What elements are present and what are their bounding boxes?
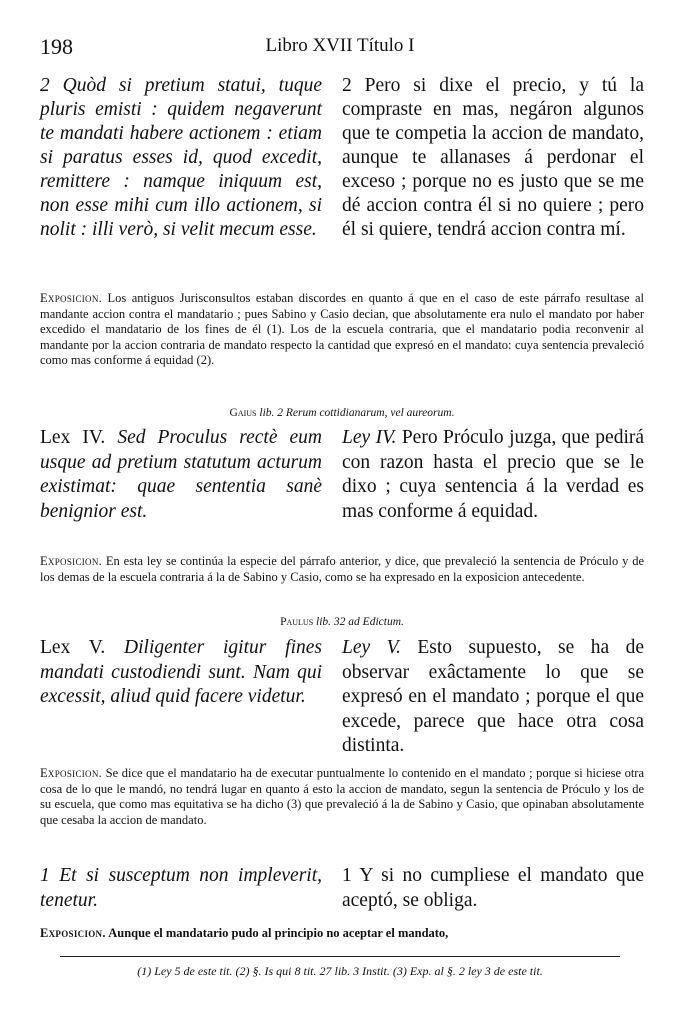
lex-v bbox=[40, 636, 644, 756]
exposicion-1 bbox=[40, 291, 644, 369]
running-title: Libro XVII Título I bbox=[265, 35, 415, 56]
lex-iv-latin-text: Sed Proculus rectè eum usque ad pretium statutum acturum existimat: quae sententia sanè benignior est. bbox=[40, 427, 322, 522]
lex-v-spanish-text: Esto supuesto, se ha de observar exâctamente lo que se expresó en el mandato ; porque el que excede, parece que hace otra cosa distinta. bbox=[342, 637, 644, 756]
section-1-spanish: 1 Y si no cumpliese el mandato que aceptó, se obliga. bbox=[342, 865, 644, 911]
page-header bbox=[40, 34, 640, 64]
attribution-work: lib. 2 Rerum cottidianarum, vel aureorum. bbox=[259, 407, 455, 419]
lex-v-spanish-label: Ley V. bbox=[342, 637, 401, 658]
lex-v-spanish bbox=[342, 636, 644, 759]
footnote-divider bbox=[60, 956, 620, 957]
exposicion-2 bbox=[40, 554, 644, 585]
attribution-author: Gaius bbox=[229, 407, 257, 419]
exposicion-label: Exposicion. bbox=[40, 926, 106, 940]
lex-iv-spanish-text: Pero Próculo juzga, que pedirá con razon hasta el precio que se le dixo ; cuya sentencia á la verdad es mas conforme á equidad. bbox=[342, 427, 645, 522]
page-number: 198 bbox=[40, 34, 73, 59]
exposicion-text: En esta ley se continúa la especie del párrafo anterior, y dice, que prevaleció la sentencia de Próculo y de los demas de la escuela contraria á la de Sabino y Casio, como se ha expresado en la exposicion antecedente. bbox=[40, 554, 645, 584]
section-2-latin: 2 Quòd si pretium statui, tuque pluris emisti : quidem negaverunt te mandati habere actionem : etiam si paratus esses id, quod excedit, remittere : namque iniquum est, non esse mihi cum illo actionem, si nolit : illi verò, si velit mecum esse. bbox=[40, 75, 322, 240]
section-2-spanish: 2 Pero si dixe el precio, y tú la compraste en mas, negáron algunos que te competia la accion de mandato, aunque te allanases á perdonar el exceso ; porque no es justo que se me dé accion contra él si no quiere ; pero él si quiere, tendrá accion contra mí. bbox=[342, 75, 644, 240]
lex-iv-latin bbox=[40, 426, 322, 524]
attribution-author: Paulus bbox=[280, 616, 314, 628]
lex-iv-spanish-label: Ley IV. bbox=[342, 427, 397, 448]
exposicion-text: Aunque el mandatario pudo al principio no aceptar el mandato, bbox=[108, 926, 449, 940]
lex-v-latin bbox=[40, 636, 322, 710]
exposicion-label: Exposicion. bbox=[40, 766, 103, 780]
source-attribution-paulus bbox=[40, 616, 644, 628]
lex-v-latin-text: Diligenter igitur fines mandati custodiendi sunt. Nam qui excessit, aliud quid facere videtur. bbox=[40, 637, 322, 707]
footnotes: (1) Ley 5 de este tit. (2) §. Is qui 8 tit. 27 lib. 3 Instit. (3) Exp. al §. 2 ley 3 de este tit. bbox=[137, 964, 543, 978]
exposicion-label: Exposicion. bbox=[40, 291, 103, 305]
source-attribution-gaius bbox=[40, 407, 644, 419]
section-2 bbox=[40, 74, 644, 274]
lex-iv-latin-label: Lex IV. bbox=[40, 427, 106, 448]
lex-v-latin-label: Lex V. bbox=[40, 637, 106, 658]
section-1 bbox=[40, 864, 644, 916]
exposicion-text: Se dice que el mandatario ha de executar puntualmente lo contenido en el mandato ; porque si hiciese otra cosa de lo que le mandó, no tendrá lugar en quanto á esto la accion de mandato, segun la sentencia de Próculo y los de su escuela, que como mas equitativa se ha dicho (3) que prevaleció á la de Sabino y Casio, que opinaban absolutamente que cesaba la accion de mandato. bbox=[40, 766, 645, 827]
lex-iv bbox=[40, 426, 644, 546]
lex-iv-spanish bbox=[342, 426, 644, 524]
section-1-latin: 1 Et si susceptum non impleverit, tenetur. bbox=[40, 865, 322, 911]
exposicion-label: Exposicion. bbox=[40, 554, 103, 568]
exposicion-text: Los antiguos Jurisconsultos estaban discordes en quanto á que en el caso de este párrafo resultase al mandante accion contra el mandatario ; pues Sabino y Casio decian, que absolutamente era nulo el mandato por haber excedido el mandatario de los fines de él (1). Los de la escuela contraria, que el mandatario podia reconvenir al mandante por la accion contraria de mandato respecto la cantidad que expresó en el mandato: cuya sentencia prevaleció como mas conforme á equidad (2). bbox=[40, 291, 645, 367]
exposicion-4 bbox=[40, 926, 644, 942]
attribution-work: lib. 32 ad Edictum. bbox=[316, 616, 404, 628]
exposicion-3 bbox=[40, 766, 644, 828]
